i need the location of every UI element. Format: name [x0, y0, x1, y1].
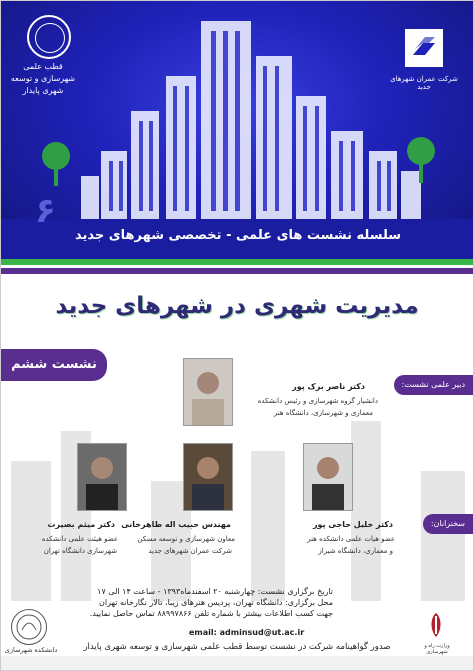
city-skyline-illustration [1, 1, 474, 259]
session-badge: نشست ششم [1, 349, 107, 381]
faded-buildings-background [1, 401, 474, 601]
company-logo-icon [405, 29, 443, 67]
event-location: محل برگزاری: دانشگاه تهران، پردیس هنرهای زیبا، تالار نگارخانه تهران [99, 598, 333, 607]
university-logo-inner [35, 23, 65, 53]
speaker-desc-3a: عضو هیات علمی دانشکده هنر [307, 535, 395, 543]
person-silhouette-icon [304, 444, 352, 510]
speaker-photo-3 [303, 443, 353, 511]
series-number: ۶ [35, 191, 56, 231]
footer-bar [1, 656, 474, 671]
secretary-desc-1: دانشیار گروه شهرسازی و رئیس دانشکده [257, 397, 378, 405]
left-logo-text: قطب علمی شهرسازی و توسعه شهری پایدار [10, 62, 76, 95]
speaker-desc-2a: معاون شهرسازی و توسعه مسکن [137, 535, 235, 543]
person-silhouette-icon [78, 444, 126, 510]
secretary-desc-2: معماری و شهرسازی، دانشگاه هنر [273, 409, 373, 417]
faculty-logo [11, 609, 47, 645]
speaker-name-3: دکتر خلیل حاجی پور [312, 520, 393, 529]
right-logo-text: شرکت عمران شهرهای جدید [390, 75, 458, 91]
event-contact: جهت کسب اطلاعات بیشتر با شماره تلفن ۸۸۹۹۷۸۶۶ تماس حاصل نمایید. [89, 609, 333, 618]
speaker-photo-1 [77, 443, 127, 511]
ministry-logo-text: وزارت راه و شهرسازی [424, 643, 450, 655]
event-info [23, 586, 333, 619]
speaker-desc-3b: و معماری، دانشگاه شیراز [318, 547, 393, 555]
contact-email[interactable]: email: adminsud@ut.ac.ir [189, 628, 305, 637]
speaker-desc-1a: عضو هیئت علمی دانشکده [41, 535, 118, 543]
speaker-name-2: مهندس حبیب اله طاهرخانی [121, 520, 231, 529]
event-date: تاریخ برگزاری نشست: چهارشنبه ۲۰ اسفندماه۱۳۹۳ - ساعت ۱۴ الی ۱۷ [97, 587, 333, 596]
speakers-label: سخنرانان: [423, 514, 473, 534]
header-banner [1, 1, 474, 259]
person-silhouette-icon [184, 359, 232, 425]
person-silhouette-icon [184, 444, 232, 510]
faculty-logo-text: دانشکده شهرسازی [4, 646, 58, 654]
speaker-name-1: دکتر میثم بصیرت [47, 520, 115, 529]
purple-stripe [1, 268, 474, 274]
secretary-photo [183, 358, 233, 426]
speaker-desc-1b: شهرسازی دانشگاه تهران [43, 547, 117, 555]
faculty-emblem-icon [12, 610, 46, 644]
footer-text: صدور گواهینامه شرکت در نشست توسط قطب علمی شهرسازی و توسعه شهری پایدار [83, 642, 391, 652]
secretary-label: دبیر علمی نشست: [394, 375, 473, 395]
university-logo [27, 15, 71, 59]
iran-emblem-icon [421, 610, 451, 640]
series-title: سلسله نشست های علمی - تخصصی شهرهای جدید [74, 228, 402, 243]
speaker-desc-2b: شرکت عمران شهرهای جدید [148, 547, 232, 555]
company-logo [405, 29, 443, 67]
speaker-photo-2 [183, 443, 233, 511]
main-title: مدیریت شهری در شهرهای جدید [55, 293, 419, 319]
secretary-name: دکتر ناصر برک پور [292, 382, 365, 391]
